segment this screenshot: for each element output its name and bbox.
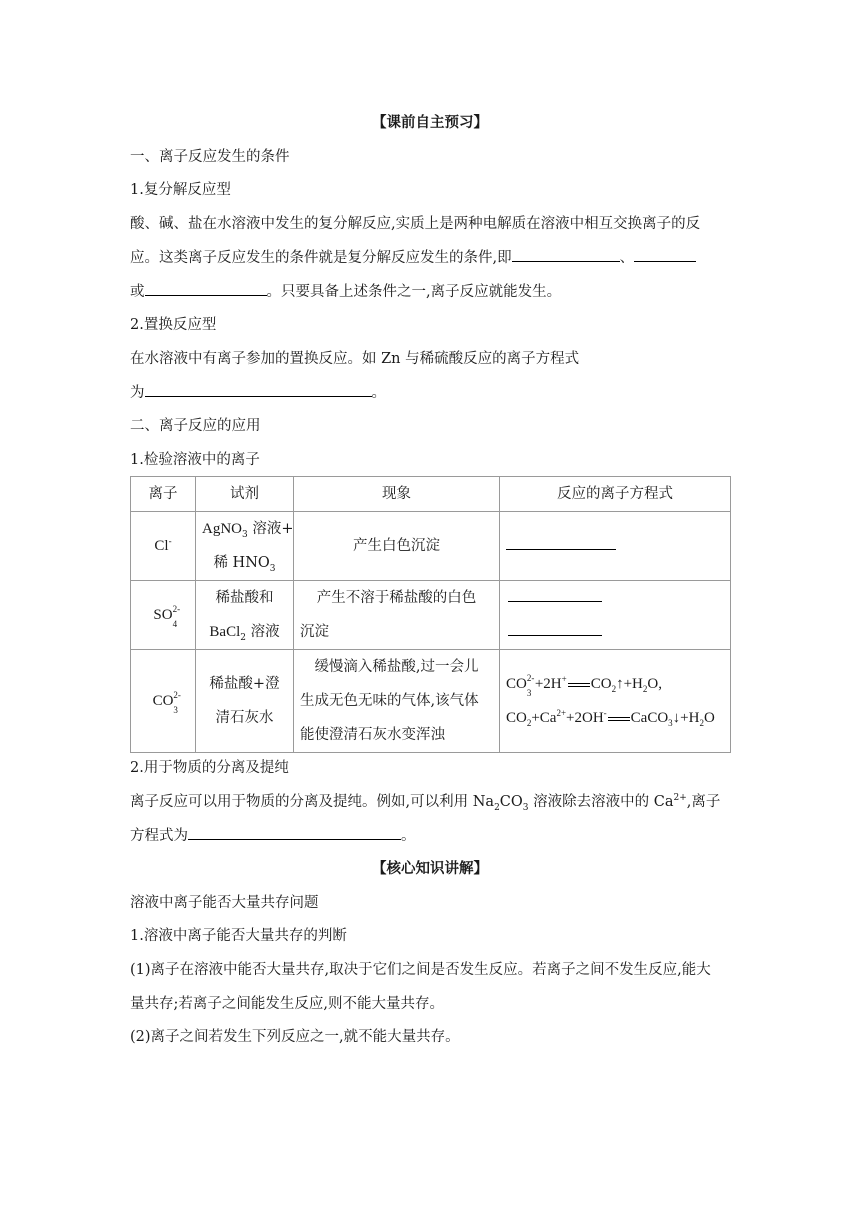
phenomenon-cell: 缓慢滴入稀盐酸,过一会儿 生成无色无味的气体,该气体 能使澄清石灰水变浑浊: [294, 650, 500, 753]
table-row: [131, 581, 731, 650]
table-header-cell: 现象: [294, 477, 500, 512]
paragraph-line: 酸、碱、盐在水溶液中发生的复分解反应,实质上是两种电解质在溶液中相互交换离子的反: [130, 216, 701, 232]
paragraph-line: (2)离子之间若发生下列反应之一,就不能大量共存。: [130, 1029, 460, 1045]
paragraph-text: 。只要具备上述条件之一,离子反应就能发生。: [266, 284, 562, 300]
reagent-cell: 稀盐酸和 BaCl$_2$ 溶液: [196, 581, 294, 650]
paragraph-line: 在水溶液中有离子参加的置换反应。如 Zn 与稀硫酸反应的离子方程式: [130, 351, 580, 367]
table-row: [131, 512, 731, 581]
paragraph-text: 为: [130, 385, 145, 401]
separator-text: 、: [619, 250, 635, 266]
paragraph-text: 。: [371, 385, 386, 401]
fill-blank-6: [508, 587, 602, 602]
paragraph-text: 应。这类离子反应发生的条件就是复分解反应发生的条件,即: [130, 250, 512, 266]
equation-cell: [500, 581, 731, 650]
section-header-preview: 【课前自主预习】: [372, 114, 488, 131]
section-header-core: 【核心知识讲解】: [372, 860, 488, 877]
paragraph-line: 溶液中离子能否大量共存问题: [130, 895, 319, 911]
reagent-cell: AgNO$_3$ 溶液+ 稀 $HNO_3$: [196, 512, 294, 581]
table-header-cell: 离子: [131, 477, 196, 512]
ion-test-table: [130, 476, 731, 753]
ion-cell: Cl-: [131, 512, 196, 581]
paragraph-line: 1.溶液中离子能否大量共存的判断: [130, 928, 347, 944]
subheading-ion-tests: 1.检验溶液中的离子: [130, 452, 260, 468]
heading-conditions: 一、离子反应发生的条件: [130, 149, 290, 165]
fill-blank-1: [512, 247, 620, 262]
paragraph-line: (1)离子在溶液中能否大量共存,取决于它们之间是否发生反应。若离子之间不发生反应,能大: [130, 962, 711, 978]
fill-blank-4: [145, 382, 372, 397]
paragraph-text: 或: [130, 284, 145, 300]
paragraph-line: [130, 382, 386, 403]
subheading-double-decomposition: 1.复分解反应型: [130, 182, 231, 198]
paragraph-line: [130, 281, 561, 302]
fill-blank-8: [188, 825, 401, 840]
phenomenon-cell: 产生不溶于稀盐酸的白色 沉淀: [294, 581, 500, 650]
fill-blank-5: [506, 535, 616, 550]
equation-line: CO 2- 3 +2H+ $CO_2↑+H_2O$,: [506, 673, 662, 698]
phenomenon-cell: 产生白色沉淀: [294, 512, 500, 581]
equation-cell: [500, 650, 731, 753]
equals-sign: [608, 717, 630, 721]
reagent-cell: 稀盐酸+澄 清石灰水: [196, 650, 294, 753]
ion-cell: SO 2- 4: [131, 581, 196, 650]
equation-line: $CO_2+Ca^{2+}+2OH^-$ $CaCO_3↓+H_2O$: [506, 708, 715, 728]
table-header-cell: 试剂: [196, 477, 294, 512]
fill-blank-7: [508, 621, 602, 636]
table-header-cell: 反应的离子方程式: [500, 477, 731, 512]
heading-applications: 二、离子反应的应用: [130, 418, 261, 434]
fill-blank-3: [145, 281, 267, 296]
equals-sign: [568, 683, 590, 687]
table-header-row: [131, 477, 731, 512]
paragraph-line: 量共存;若离子之间能发生反应,则不能大量共存。: [130, 996, 444, 1012]
fill-blank-2: [634, 247, 696, 262]
paragraph-line: 离子反应可以用于物质的分离及提纯。例如,可以利用 $Na_2CO_3$ 溶液除去溶液中的 $Ca^{2+}$,离子: [130, 793, 721, 813]
table-row: [131, 650, 731, 753]
paragraph-line: 方程式为 。: [130, 825, 416, 846]
ion-cell: CO 2- 3: [131, 650, 196, 753]
subheading-displacement: 2.置换反应型: [130, 317, 217, 333]
paragraph-line: [130, 247, 696, 268]
subheading-separation: 2.用于物质的分离及提纯: [130, 760, 289, 776]
equation-cell: [500, 512, 731, 581]
